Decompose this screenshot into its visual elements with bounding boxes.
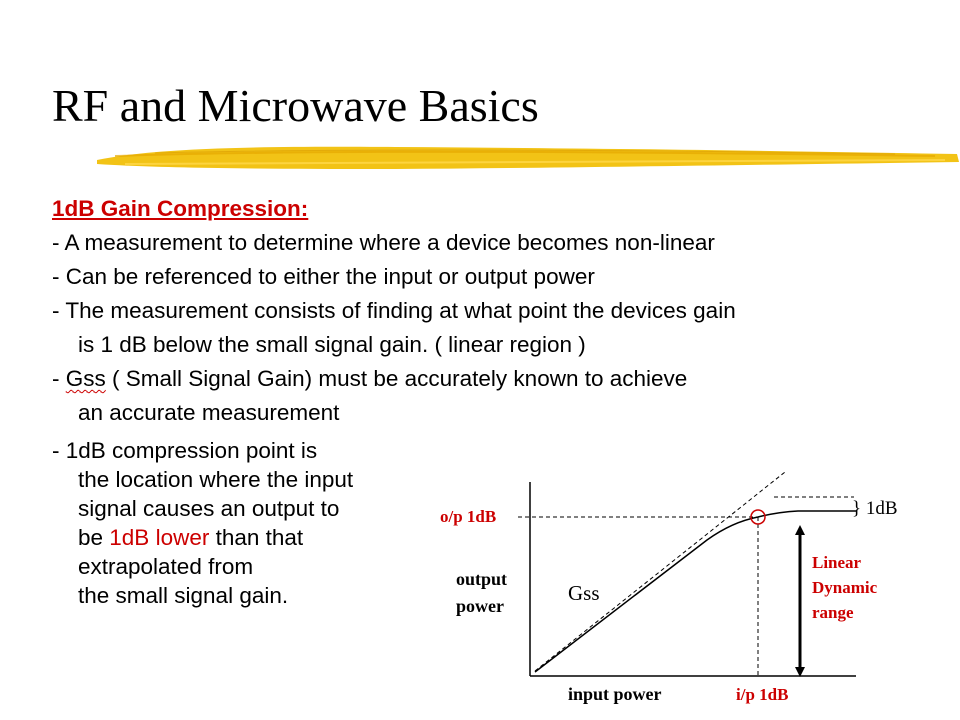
bullet-list bbox=[52, 192, 932, 430]
x-axis-label: input power bbox=[568, 684, 662, 704]
text: than that bbox=[209, 525, 304, 550]
compression-line: - 1dB compression point is bbox=[52, 438, 318, 463]
bullet-continuation: an accurate measurement bbox=[78, 400, 340, 425]
delta-1db-label: } 1dB bbox=[852, 498, 898, 519]
compression-line: extrapolated from bbox=[78, 554, 254, 579]
y-axis-label: output bbox=[456, 569, 508, 589]
bullet-continuation: is 1 dB below the small signal gain. ( linear region ) bbox=[78, 332, 586, 357]
section-heading: 1dB Gain Compression: bbox=[52, 196, 309, 221]
gss-term: Gss bbox=[65, 366, 106, 391]
bullet-prefix: - bbox=[52, 366, 66, 391]
compression-graph bbox=[420, 460, 960, 720]
op-1db-label: o/p 1dB bbox=[440, 507, 497, 526]
range-label: range bbox=[812, 603, 854, 622]
title-underline-brush bbox=[95, 138, 960, 178]
bullet-item bbox=[52, 362, 932, 396]
bullet-item: - The measurement consists of finding at what point the devices gain bbox=[52, 298, 736, 323]
curve-label-gss: Gss bbox=[568, 581, 600, 605]
bullet-item: - A measurement to determine where a device becomes non-linear bbox=[52, 230, 715, 255]
ip-1db-label: i/p 1dB bbox=[736, 685, 789, 704]
text: be bbox=[78, 525, 110, 550]
compression-line: signal causes an output to bbox=[78, 496, 340, 521]
bullet-text: ( Small Signal Gain) must be accurately known to achieve bbox=[105, 366, 688, 391]
y-axis-label: power bbox=[456, 596, 504, 616]
compression-line bbox=[52, 523, 432, 552]
range-label: Linear bbox=[812, 553, 862, 572]
highlight-text: 1dB lower bbox=[109, 525, 210, 550]
slide-title: RF and Microwave Basics bbox=[52, 80, 539, 131]
compression-line: the location where the input bbox=[78, 467, 354, 492]
bullet-item: - Can be referenced to either the input or output power bbox=[52, 264, 595, 289]
extrapolated-line bbox=[535, 472, 785, 671]
compression-line: the small signal gain. bbox=[78, 583, 289, 608]
range-label: Dynamic bbox=[812, 578, 878, 597]
compression-description bbox=[52, 436, 432, 610]
